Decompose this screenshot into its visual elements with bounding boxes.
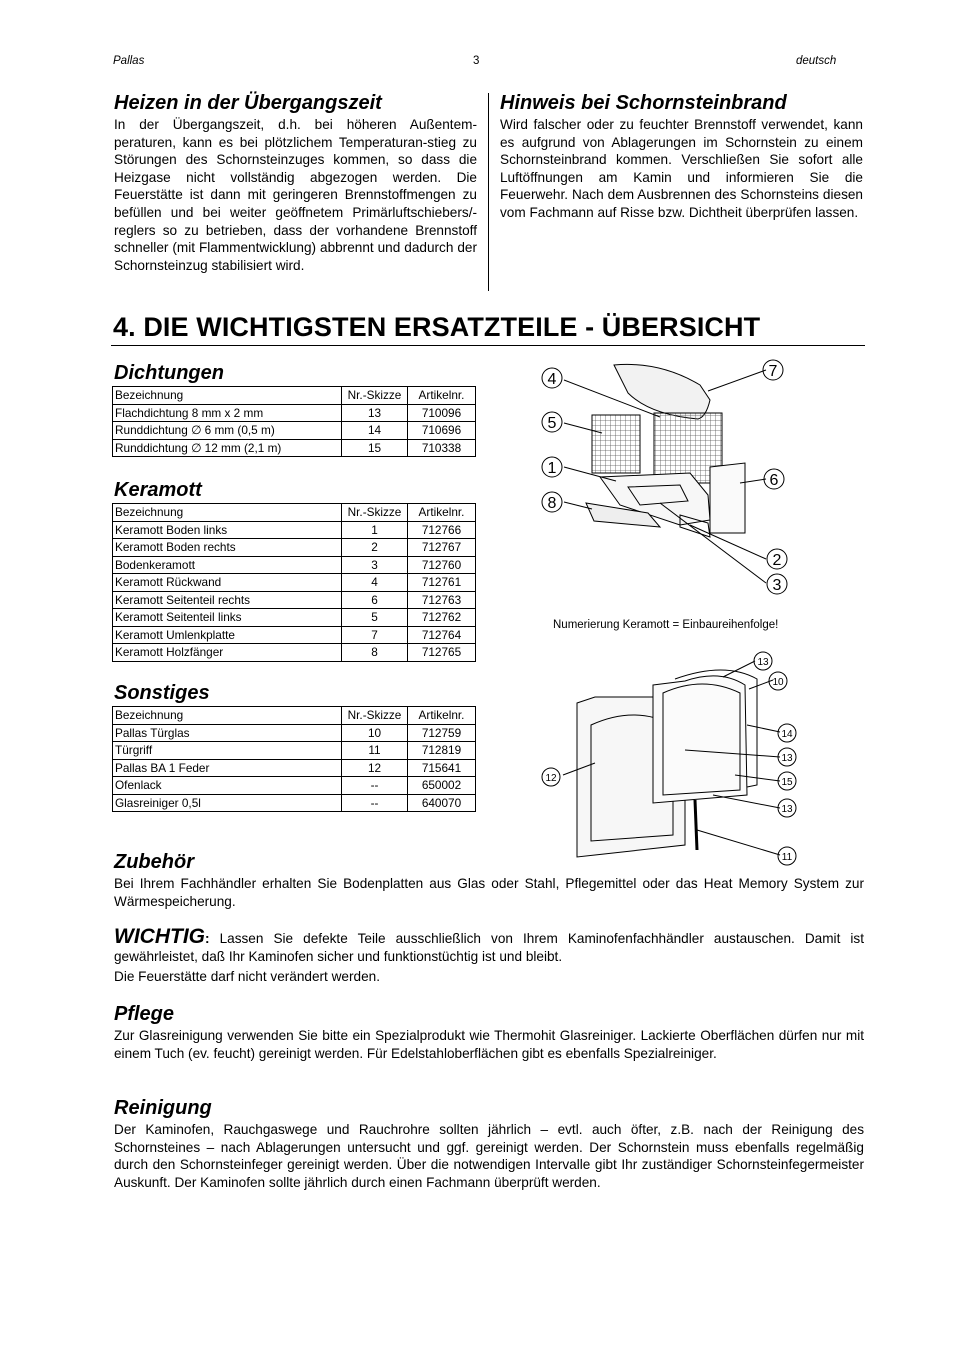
umlenkplatte-shape — [614, 364, 710, 419]
cell-artikel: 712765 — [408, 644, 476, 662]
hinweis-text: Wird falscher oder zu feuchter Brennstoff verwendet, kann es aufgrund von Ablagerungen im Schornstein zu einem Schornsteinbrand kommen. Verschließen Sie sofort alle Luftöffnungen am Kamin und informieren Sie die Feuerwehr. Nach dem Ausbrennen des Schornsteins diesen vom Fachmann auf Risse bzw. Dichtheit überprüfen lassen. — [500, 117, 863, 220]
table-row — [113, 574, 476, 592]
table-header-row — [113, 504, 476, 522]
wichtig-colon: : — [204, 931, 210, 946]
table-row — [113, 626, 476, 644]
cell-nr: 13 — [342, 404, 408, 422]
cell-artikel: 712766 — [408, 521, 476, 539]
cell-name: Glasreiniger 0,5l — [113, 794, 342, 812]
table-header-row — [113, 387, 476, 405]
callout-label: 15 — [781, 777, 793, 788]
callout-label: 4 — [547, 371, 557, 388]
cell-artikel: 712819 — [408, 742, 476, 760]
cell-name: Bodenkeramott — [113, 556, 342, 574]
cell-nr: 4 — [342, 574, 408, 592]
cell-nr: 8 — [342, 644, 408, 662]
cell-name: Pallas BA 1 Feder — [113, 759, 342, 777]
callout-label: 5 — [547, 415, 557, 432]
cell-nr: 12 — [342, 759, 408, 777]
cell-artikel: 712761 — [408, 574, 476, 592]
cell-artikel: 640070 — [408, 794, 476, 812]
wichtig-text: Lassen Sie defekte Teile ausschließlich von Ihrem Kaminofenfachhändler austauschen. Damit ist gewährleistet, daß Ihr Kaminofen sicher und funktionstüchtig ist und bleibt. — [114, 931, 864, 964]
sonstiges-table — [112, 706, 476, 812]
callout-label: 1 — [547, 460, 557, 477]
wichtig-label: WICHTIG — [114, 925, 205, 948]
leader-line — [723, 661, 755, 677]
callout-label: 6 — [769, 472, 779, 489]
callout-label: 11 — [781, 852, 793, 863]
col-artikel: Artikelnr. — [408, 707, 476, 725]
col-bezeichnung: Bezeichnung — [113, 707, 342, 725]
leader-line — [713, 795, 780, 808]
cell-artikel: 712762 — [408, 609, 476, 627]
door-handle-shape — [695, 800, 697, 850]
cell-name: Flachdichtung 8 mm x 2 mm — [113, 404, 342, 422]
pflege-title: Pflege — [114, 1003, 175, 1025]
cell-nr: 15 — [342, 439, 408, 457]
callout-label: 13 — [781, 753, 793, 764]
col-nr: Nr.-Skizze — [342, 387, 408, 405]
wichtig-text2: Die Feuerstätte darf nicht verändert werden. — [114, 969, 380, 984]
sonstiges-title: Sonstiges — [114, 682, 210, 704]
cell-nr: 11 — [342, 742, 408, 760]
table-row — [113, 777, 476, 795]
col-nr: Nr.-Skizze — [342, 504, 408, 522]
cell-name: Keramott Seitenteil rechts — [113, 591, 342, 609]
leader-line — [747, 725, 780, 732]
table-header-row — [113, 707, 476, 725]
col-bezeichnung: Bezeichnung — [113, 387, 342, 405]
cell-nr: 2 — [342, 539, 408, 557]
cell-nr: 3 — [342, 556, 408, 574]
cell-nr: 5 — [342, 609, 408, 627]
table-row — [113, 609, 476, 627]
callout-label: 10 — [772, 677, 784, 688]
header-right: deutsch — [796, 55, 837, 67]
pflege-text: Zur Glasreinigung verwenden Sie bitte ein Spezialprodukt wie Thermohit Glasreiniger. Lackierte Oberflächen dürfen nur mit einem Tuch (ev. feucht) gereinigt werden. Für Edelstahloberflächen gibt es ebenfalls Spezialreiniger. — [114, 1028, 864, 1061]
cell-name: Ofenlack — [113, 777, 342, 795]
cell-name: Keramott Seitenteil links — [113, 609, 342, 627]
cell-nr: 10 — [342, 724, 408, 742]
col-artikel: Artikelnr. — [408, 504, 476, 522]
cell-nr: 7 — [342, 626, 408, 644]
cell-nr: -- — [342, 794, 408, 812]
cell-name: Türgriff — [113, 742, 342, 760]
cell-name: Keramott Boden rechts — [113, 539, 342, 557]
cell-artikel: 712763 — [408, 591, 476, 609]
reinigung-title: Reinigung — [114, 1097, 212, 1119]
callout-label: 2 — [772, 552, 782, 569]
callout-label: 12 — [545, 773, 557, 784]
col-bezeichnung: Bezeichnung — [113, 504, 342, 522]
col-artikel: Artikelnr. — [408, 387, 476, 405]
keramott-exploded-diagram — [530, 355, 800, 600]
table-row — [113, 591, 476, 609]
table-row — [113, 521, 476, 539]
table-row — [113, 644, 476, 662]
table-row — [113, 794, 476, 812]
table-row — [113, 422, 476, 440]
cell-artikel: 710338 — [408, 439, 476, 457]
dichtungen-table — [112, 386, 476, 457]
leader-line — [708, 370, 766, 391]
col-nr: Nr.-Skizze — [342, 707, 408, 725]
section-title: 4. DIE WICHTIGSTEN ERSATZTEILE - ÜBERSICHT — [113, 312, 761, 342]
cell-artikel: 650002 — [408, 777, 476, 795]
callout-label: 13 — [757, 657, 769, 668]
cell-artikel: 712764 — [408, 626, 476, 644]
callout-label: 7 — [768, 363, 778, 380]
section-rule — [111, 345, 865, 346]
cell-name: Keramott Holzfänger — [113, 644, 342, 662]
heizen-text: In der Übergangszeit, d.h. bei höheren Außentem-peraturen, kann es bei plötzlichem Temperaturan-stieg zu Störungen des Schornsteinzuges kommen, so dass die Heizgase nicht vollständig abgezogen werden. Die Feuerstätte ist dann mit geringeren Brennstoffmengen zu befüllen und bei weiter geöffnetem Primärluftschiebers/-reglers so zu betrieben, dass der vorhandene Brennstoff schneller (mit Flammentwicklung) abbrennt und dadurch der Schornsteinzug stabilisiert wird. — [114, 117, 477, 273]
door-exploded-diagram — [535, 645, 805, 870]
keramott-table — [112, 503, 476, 662]
header-left: Pallas — [113, 55, 145, 67]
cell-artikel: 712760 — [408, 556, 476, 574]
keramott-caption: Numerierung Keramott = Einbaureihenfolge! — [553, 619, 779, 631]
cell-artikel: 712759 — [408, 724, 476, 742]
column-divider — [488, 93, 489, 291]
cell-nr: 1 — [342, 521, 408, 539]
callout-label: 8 — [547, 495, 557, 512]
cell-artikel: 710696 — [408, 422, 476, 440]
cell-artikel: 715641 — [408, 759, 476, 777]
table-row — [113, 404, 476, 422]
page-number: 3 — [473, 55, 480, 67]
cell-nr: 14 — [342, 422, 408, 440]
table-row — [113, 556, 476, 574]
hinweis-title: Hinweis bei Schornsteinbrand — [500, 92, 787, 114]
cell-name: Runddichtung ∅ 12 mm (2,1 m) — [113, 439, 342, 457]
callout-label: 14 — [781, 729, 793, 740]
reinigung-text: Der Kaminofen, Rauchgaswege und Rauchrohre sollten jährlich – evtl. auch öfter, z.B. nach der Reinigung des Schornsteines – nach Ablagerungen untersucht und ggf. gereinigt werden. Der Schornstein muss ebenfalls regelmäßig durch den Schornsteinfeger gereinigt werden. Über die notwendigen Intervalle gibt Ihr zuständiger Schornsteinfegermeister Auskunft. Der Kaminofen sollte jährlich durch einen Fachmann überprüft werden. — [114, 1122, 864, 1190]
keramott-title: Keramott — [114, 479, 202, 501]
cell-name: Pallas Türglas — [113, 724, 342, 742]
cell-name: Keramott Umlenkplatte — [113, 626, 342, 644]
cell-nr: -- — [342, 777, 408, 795]
cell-name: Runddichtung ∅ 6 mm (0,5 m) — [113, 422, 342, 440]
table-row — [113, 539, 476, 557]
cell-name: Keramott Boden links — [113, 521, 342, 539]
seitenteil-links-shape — [592, 415, 640, 473]
zubehoer-text: Bei Ihrem Fachhändler erhalten Sie Bodenplatten aus Glas oder Stahl, Pflegemittel oder das Heat Memory System zur Wärmespeicherung. — [114, 876, 864, 909]
zubehoer-title: Zubehör — [114, 851, 194, 873]
callout-label: 13 — [781, 804, 793, 815]
seitenteil-rechts-shape — [710, 463, 745, 533]
wichtig-paragraph — [114, 925, 864, 965]
cell-name: Keramott Rückwand — [113, 574, 342, 592]
cell-artikel: 710096 — [408, 404, 476, 422]
table-row — [113, 724, 476, 742]
table-row — [113, 439, 476, 457]
table-row — [113, 742, 476, 760]
table-row — [113, 759, 476, 777]
callout-label: 3 — [772, 577, 782, 594]
cell-nr: 6 — [342, 591, 408, 609]
dichtungen-title: Dichtungen — [114, 362, 224, 384]
heizen-title: Heizen in der Übergangszeit — [114, 92, 382, 114]
cell-artikel: 712767 — [408, 539, 476, 557]
door-glass-shape — [653, 676, 747, 803]
leader-line — [697, 830, 780, 855]
